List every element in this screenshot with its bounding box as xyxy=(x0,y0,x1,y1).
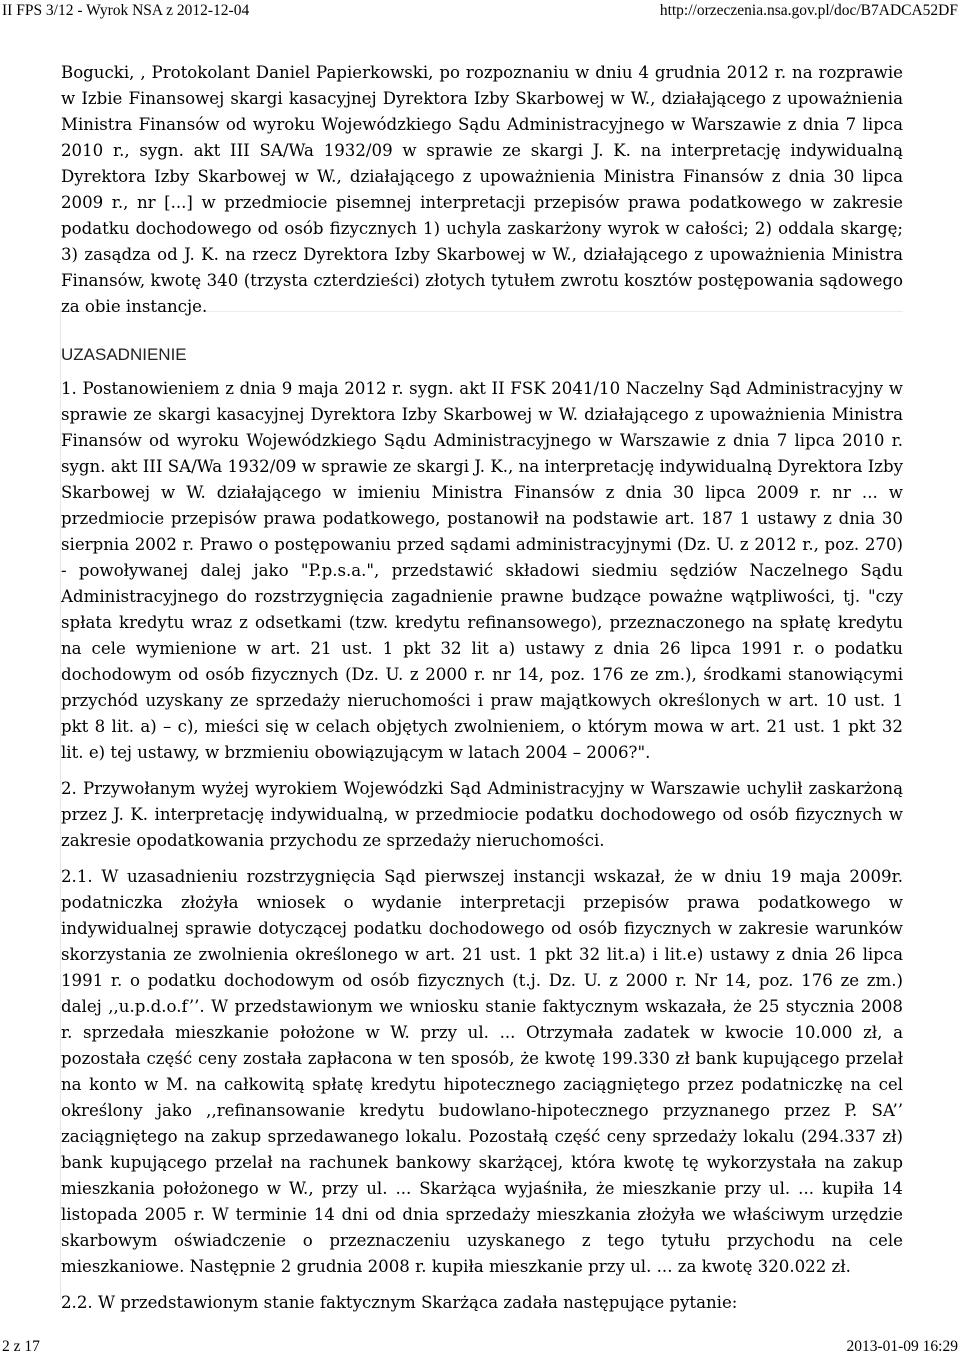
paragraph-2-2: 2.2. W przedstawionym stanie faktycznym Skarżąca zadała następujące pytanie: xyxy=(61,1293,738,1312)
section-heading: UZASADNIENIE xyxy=(61,345,187,364)
print-header xyxy=(0,0,960,22)
paragraph-2: 2. Przywołanym wyżej wyrokiem Wojewódzki Sąd Administracyjny w Warszawie uchylił zaskarżoną przez J. K. interpretację indywidualną, w przedmiocie podatku dochodowego od osób fizycznych w zakresie opodatkowania przychodu ze sprzedaży nieruchomości. xyxy=(61,779,903,850)
paragraph-2-1: 2.1. W uzasadnieniu rozstrzygnięcia Sąd pierwszej instancji wskazał, że w dniu 19 maja 2009r. podatniczka złożyła wniosek o wydanie interpretacji przepisów prawa podatkowego w indywidualnej sprawie dotyczącej podatku dochodowego od osób fizycznych w zakresie warunków skorzystania ze zwolnienia określonego w art. 21 ust. 1 pkt 32 lit.a) i lit.e) ustawy z dnia 26 lipca 1991 r. o podatku dochodowym od osób fizycznych (t.j. Dz. U. z 2000 r. Nr 14, poz. 176 ze zm.) dalej ,,u.p.d.o.f’’. W przedstawionym we wniosku stanie faktycznym wskazała, że 25 stycznia 2008 r. sprzedała mieszkanie położone w W. przy ul. ... Otrzymała zadatek w kwocie 10.000 zł, a pozostała część ceny została zapłacona w ten sposób, że kwotę 199.330 zł bank kupującego przelał na konto w M. na całkowitą spłatę kredytu hipotecznego zaciągniętego przez podatniczkę na cel określony jako ,,refinansowanie kredytu budowlano-hipotecznego przyznanego przez P. SA’’ zaciągniętego na zakup sprzedawanego lokalu. Pozostałą część ceny sprzedaży lokalu (294.337 zł) bank kupującego przelał na rachunek bankowy skarżącej, która kwotę tę wykorzystała na zakup mieszkania położonego w W., przy ul. ... Skarżąca wyjaśniła, że mieszkanie przy ul. ... kupiła 14 listopada 2005 r. W terminie 14 dni od dnia sprzedaży mieszkania złożyła we właściwym urzędzie skarbowym oświadczenie o przeznaczeniu uzyskanego z tego tytułu przychodu na cele mieszkaniowe. Następnie 2 grudnia 2008 r. kupiła mieszkanie przy ul. ... za kwotę 320.022 zł. xyxy=(61,867,903,1276)
ruling-paragraph: Bogucki, , Protokolant Daniel Papierkowski, po rozpoznaniu w dniu 4 grudnia 2012 r. na rozprawie w Izbie Finansowej skargi kasacyjnej Dyrektora Izby Skarbowej w W., działającego z upoważnienia Ministra Finansów od wyroku Wojewódzkiego Sądu Administracyjnego w Warszawie z dnia 7 lipca 2010 r., sygn. akt III SA/Wa 1932/09 w sprawie ze skargi J. K. na interpretację indywidualną Dyrektora Izby Skarbowej w W., działającego z upoważnienia Ministra Finansów z dnia 30 lipca 2009 r., nr [...] w przedmiocie pisemnej interpretacji przepisów prawa podatkowego w zakresie podatku dochodowego od osób fizycznych 1) uchyla zaskarżony wyrok w całości; 2) oddala skargę; 3) zasądza od J. K. na rzecz Dyrektora Izby Skarbowej w W., działającego z upoważnienia Ministra Finansów, kwotę 340 (trzysta czterdzieści) złotych tytułem zwrotu kosztów postępowania sądowego za obie instancje. xyxy=(61,63,903,316)
paragraph-1: 1. Postanowieniem z dnia 9 maja 2012 r. sygn. akt II FSK 2041/10 Naczelny Sąd Administracyjny w sprawie ze skargi kasacyjnej Dyrektora Izby Skarbowej w W. działającego z upoważnienia Ministra Finansów od wyroku Wojewódzkiego Sądu Administracyjnego w Warszawie z dnia 7 lipca 2010 r. sygn. akt III SA/Wa 1932/09 w sprawie ze skargi J. K., na interpretację indywidualną Dyrektora Izby Skarbowej w W. działającego w imieniu Ministra Finansów z dnia 30 lipca 2009 r. nr ... w przedmiocie przepisów prawa podatkowego, postanowił na podstawie art. 187 1 ustawy z dnia 30 sierpnia 2002 r. Prawo o postępowaniu przed sądami administracyjnymi (Dz. U. z 2012 r., poz. 270) - powoływanej dalej jako "P.p.s.a.", przedstawić składowi siedmiu sędziów Naczelnego Sądu Administracyjnego do rozstrzygnięcia zagadnienie prawne budzące poważne wątpliwości, tj. "czy spłata kredytu wraz z odsetkami (tzw. kredytu refinansowego), przeznaczonego na spłatę kredytu na cele wymienione w art. 21 ust. 1 pkt 32 lit a) ustawy z dnia 26 lipca 1991 r. o podatku dochodowym od osób fizycznych (Dz. U. z 2000 r. nr 14, poz. 176 ze zm.), środkami stanowiącymi przychód uzyskany ze sprzedaży nieruchomości i praw majątkowych określonych w art. 10 ust. 1 pkt 8 lit. a) – c), mieści się w celach objętych zwolnieniem, o którym mowa w art. 21 ust. 1 pkt 32 lit. e) tej ustawy, w brzmieniu obowiązującym w latach 2004 – 2006?". xyxy=(61,379,903,762)
print-timestamp: 2013-01-09 16:29 xyxy=(846,1338,958,1355)
page-number: 2 z 17 xyxy=(2,1338,40,1355)
document-body xyxy=(61,60,903,1316)
document-url[interactable]: http://orzeczenia.nsa.gov.pl/doc/B7ADCA52DF xyxy=(659,2,958,19)
document-id: II FPS 3/12 - Wyrok NSA z 2012-12-04 xyxy=(2,2,250,19)
